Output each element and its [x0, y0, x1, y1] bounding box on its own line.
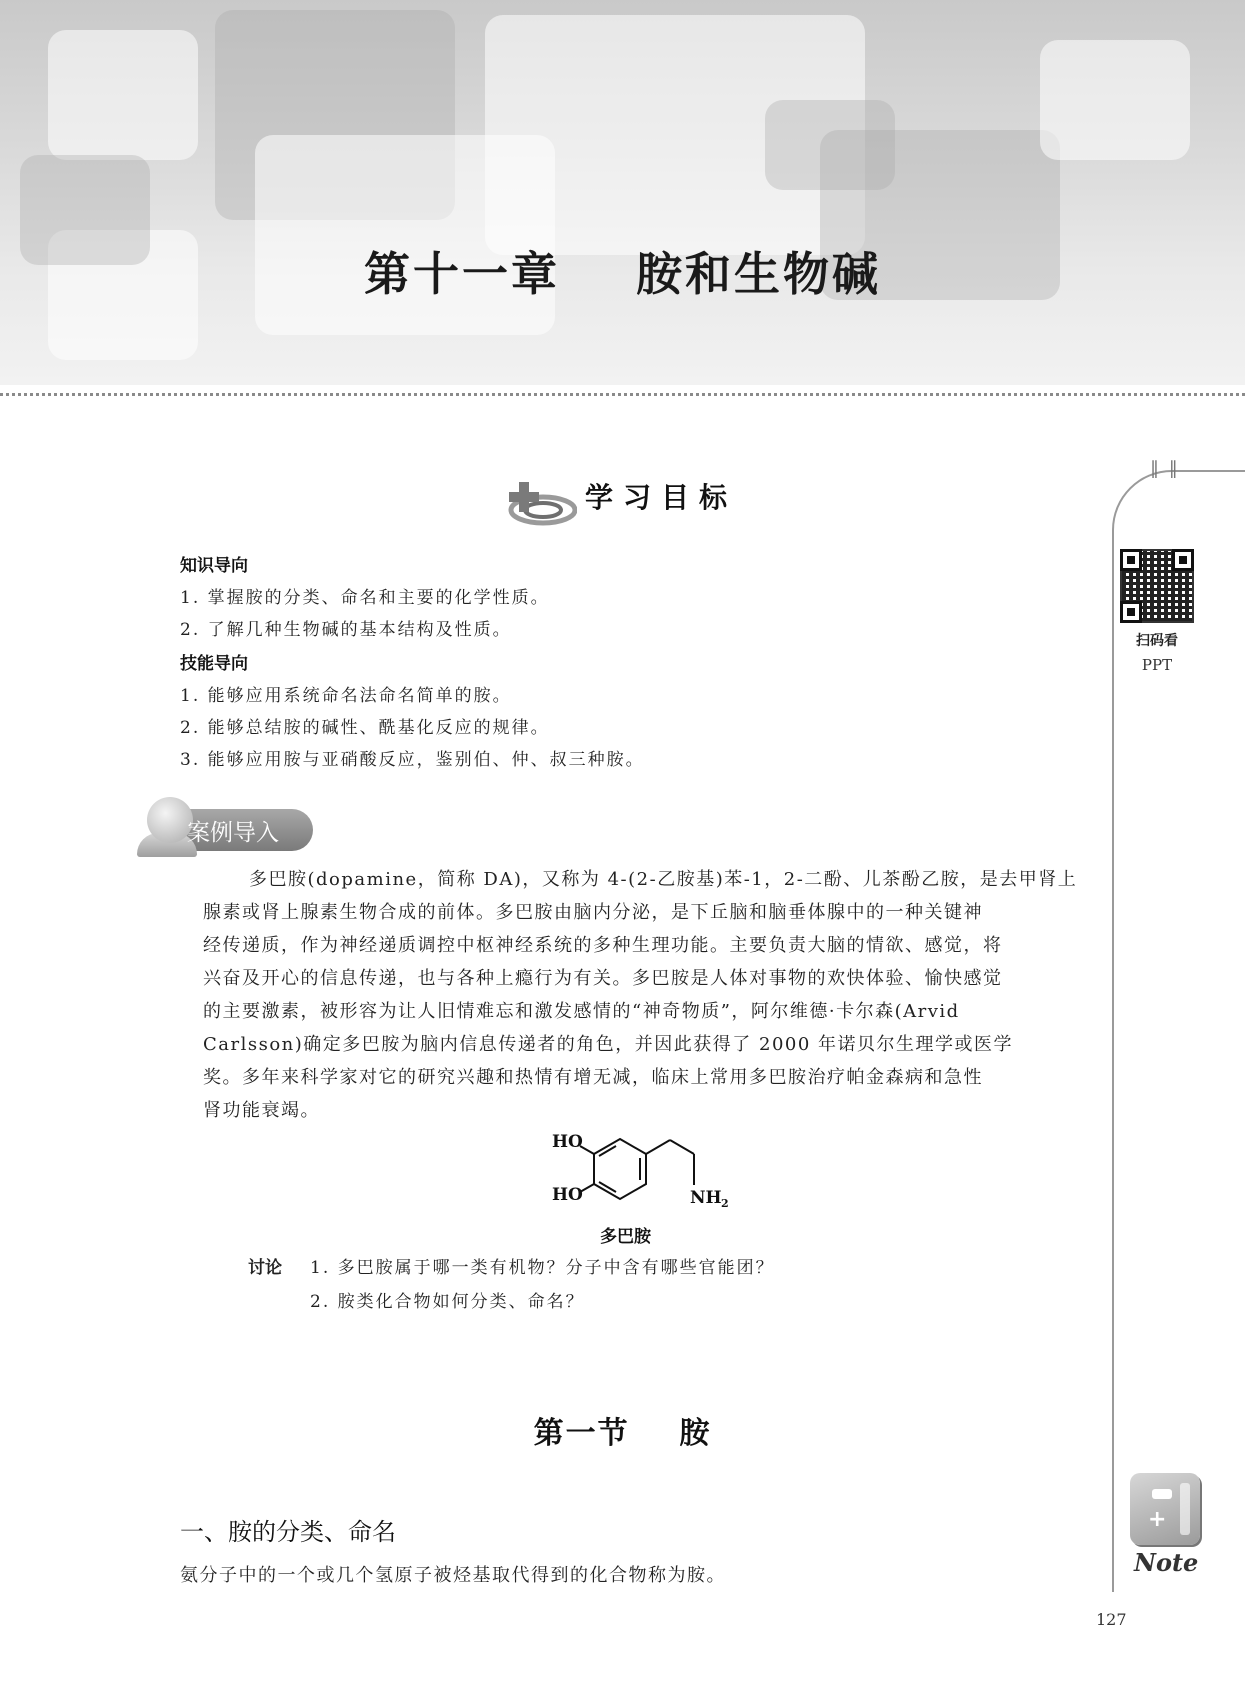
- case-intro-tag: [135, 797, 315, 857]
- qr-finder: [1120, 601, 1142, 623]
- qr-label: 扫码看: [1136, 633, 1178, 649]
- skill-item: 1. 能够应用系统命名法命名简单的胺。: [180, 686, 512, 706]
- case-paragraph: [203, 863, 1078, 1127]
- structure-name: 多巴胺: [600, 1227, 651, 1247]
- skill-item: 3. 能够应用胺与亚硝酸反应，鉴别伯、仲、叔三种胺。: [180, 750, 645, 770]
- learning-goals-title: 学习目标: [585, 481, 738, 514]
- discussion-item: 2. 胺类化合物如何分类、命名？: [310, 1292, 585, 1312]
- knowledge-heading: 知识导向: [180, 556, 248, 576]
- banner-decor: [255, 135, 555, 335]
- note-icon: +: [1130, 1473, 1200, 1545]
- qr-finder: [1172, 549, 1194, 571]
- hydroxyl-label: HO: [552, 1185, 583, 1205]
- skill-item: 2. 能够总结胺的碱性、酰基化反应的规律。: [180, 718, 550, 738]
- chapter-title: 第十一章 胺和生物碱: [363, 247, 882, 301]
- discussion-item: 1. 多巴胺属于哪一类有机物？分子中含有哪些官能团？: [310, 1258, 775, 1278]
- paragraph-line: 的主要激素，被形容为让人旧情难忘和激发感情的“神奇物质”，阿尔维德·卡尔森(Arvid: [203, 1001, 960, 1022]
- qr-code[interactable]: [1122, 551, 1192, 621]
- skill-heading: 技能导向: [180, 654, 248, 674]
- note-label: Note: [1134, 1548, 1199, 1577]
- banner-decor: [1040, 40, 1190, 160]
- margin-marks: ‖ ‖: [1150, 458, 1180, 479]
- paragraph-line: Carlsson)确定多巴胺为脑内信息传递者的角色，并因此获得了 2000 年诺贝尔生理学或医学: [203, 1034, 1014, 1055]
- paragraph-line: 多巴胺(dopamine，简称 DA)，又称为 4-(2-乙胺基)苯-1，2-二酚、儿茶酚乙胺，是去甲肾上: [249, 869, 1078, 890]
- qr-sublabel: PPT: [1141, 656, 1173, 674]
- target-cross-icon: [505, 478, 577, 526]
- header-divider: [0, 393, 1245, 396]
- banner-decor: [48, 30, 198, 160]
- knowledge-item: 2. 了解几种生物碱的基本结构及性质。: [180, 620, 512, 640]
- amine-subscript: 2: [721, 1197, 729, 1210]
- paragraph-line: 腺素或肾上腺素生物合成的前体。多巴胺由脑内分泌，是下丘脑和脑垂体腺中的一种关键神: [203, 902, 983, 923]
- page-number: 127: [1096, 1610, 1127, 1629]
- chapter-banner: [0, 0, 1245, 385]
- knowledge-item: 1. 掌握胺的分类、命名和主要的化学性质。: [180, 588, 550, 608]
- paragraph-line: 奖。多年来科学家对它的研究兴趣和热情有增无减，临床上常用多巴胺治疗帕金森病和急性: [203, 1067, 983, 1088]
- subsection-title: 一、胺的分类、命名: [180, 1518, 396, 1546]
- paragraph-line: 经传递质，作为神经递质调控中枢神经系统的多种生理功能。主要负责大脑的情欲、感觉，将: [203, 935, 1003, 956]
- case-intro-label: 案例导入: [187, 820, 279, 846]
- hydroxyl-label: HO: [552, 1132, 583, 1152]
- discussion-label: 讨论: [248, 1258, 282, 1278]
- body-text: 氨分子中的一个或几个氢原子被烃基取代得到的化合物称为胺。: [180, 1565, 726, 1586]
- dopamine-structure: [550, 1125, 740, 1225]
- paragraph-line: 兴奋及开心的信息传递，也与各种上瘾行为有关。多巴胺是人体对事物的欢快体验、愉快感觉: [203, 968, 1003, 989]
- paragraph-line: 肾功能衰竭。: [203, 1100, 320, 1121]
- qr-finder: [1120, 549, 1142, 571]
- section-title: 第一节 胺: [533, 1416, 712, 1451]
- amine-label: NH: [690, 1188, 722, 1208]
